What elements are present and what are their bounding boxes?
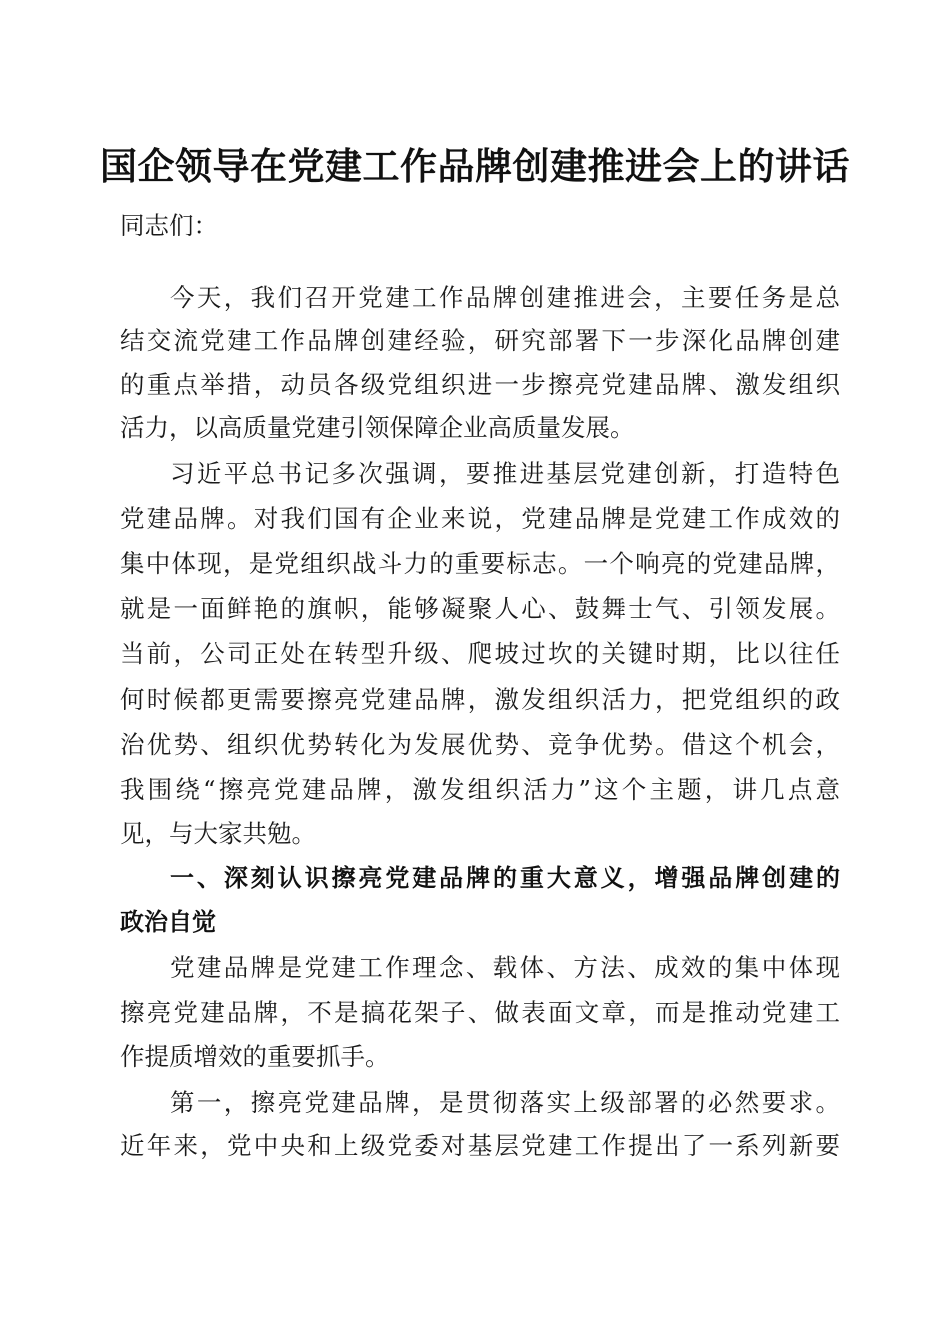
paragraph-line: 我围绕“擦亮党建品牌，激发组织活力”这个主题，讲几点意 [120,775,840,804]
paragraph-line: 党建品牌是党建工作理念、载体、方法、成效的集中体现 [170,953,840,982]
paragraph-line: 治优势、组织优势转化为发展优势、竞争优势。借这个机会， [120,730,840,759]
paragraph-line: 集中体现，是党组织战斗力的重要标志。一个响亮的党建品牌， [120,549,840,578]
paragraph-line: 习近平总书记多次强调，要推进基层党建创新，打造特色 [170,459,840,488]
paragraph-line: 今天，我们召开党建工作品牌创建推进会，主要任务是总 [170,283,840,312]
document-title: 国企领导在党建工作品牌创建推进会上的讲话 [100,144,850,188]
section-heading: 一、深刻认识擦亮党建品牌的重大意义，增强品牌创建的 [170,864,840,892]
paragraph-line: 见，与大家共勉。 [120,819,316,848]
paragraph-line: 近年来，党中央和上级党委对基层党建工作提出了一系列新要 [120,1131,840,1160]
paragraph-line: 结交流党建工作品牌创建经验，研究部署下一步深化品牌创建 [120,326,840,355]
paragraph-line: 擦亮党建品牌，不是搞花架子、做表面文章，而是推动党建工 [120,998,840,1027]
paragraph-line: 作提质增效的重要抓手。 [120,1042,390,1071]
paragraph-line: 就是一面鲜艳的旗帜，能够凝聚人心、鼓舞士气、引领发展。 [120,594,840,623]
paragraph-line: 党建品牌。对我们国有企业来说，党建品牌是党建工作成效的 [120,504,840,533]
section-heading: 政治自觉 [120,908,216,936]
paragraph-line: 何时候都更需要擦亮党建品牌，激发组织活力，把党组织的政 [120,685,840,714]
paragraph-line: 第一，擦亮党建品牌，是贯彻落实上级部署的必然要求。 [170,1088,840,1117]
paragraph-line: 当前，公司正处在转型升级、爬坡过坎的关键时期，比以往任 [120,639,840,668]
paragraph-line: 的重点举措，动员各级党组织进一步擦亮党建品牌、激发组织 [120,370,840,399]
salutation: 同志们： [120,211,218,240]
paragraph-line: 活力，以高质量党建引领保障企业高质量发展。 [120,413,635,442]
